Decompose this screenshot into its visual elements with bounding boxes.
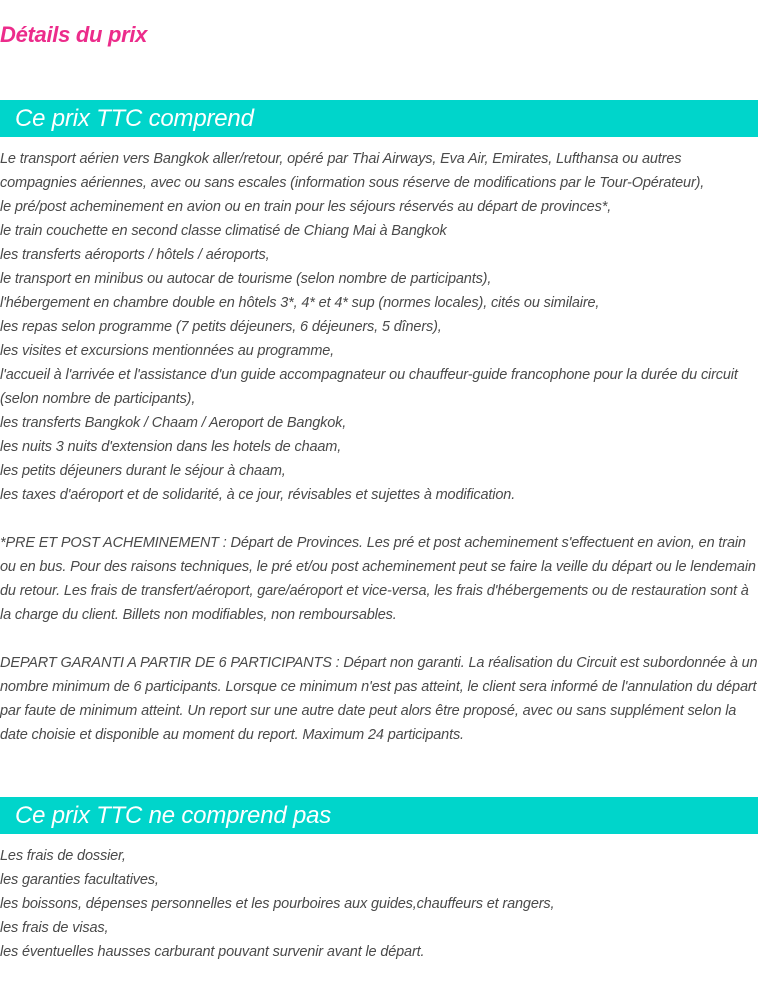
list-item: les nuits 3 nuits d'extension dans les hotels de chaam,: [0, 439, 342, 455]
list-item: les transferts aéroports / hôtels / aéroports,: [0, 247, 270, 263]
list-item: (selon nombre de participants),: [0, 391, 196, 407]
list-item: les repas selon programme (7 petits déjeuners, 6 déjeuners, 5 dîners),: [0, 319, 442, 335]
page-title: Détails du prix: [0, 22, 148, 47]
excluded-heading: Ce prix TTC ne comprend pas: [15, 802, 332, 829]
list-item: les taxes d'aéroport et de solidarité, à ce jour, révisables et sujettes à modification.: [0, 487, 516, 503]
acheminement-note-text: *PRE ET POST ACHEMINEMENT : Départ de Provinces. Les pré et post acheminement s'effectuent en avion, en train ou en bus. Pour des raisons techniques, le pré et/ou post acheminement peut se faire la veille du départ ou le lendemain du retour. Les frais de transfert/aéroport, gare/aéroport et vice-versa, les frais d'hébergements ou de restauration sont à la charge du client. Billets non modifiables, non remboursables.: [0, 535, 756, 623]
included-section-header: [0, 100, 758, 137]
list-item: le transport en minibus ou autocar de tourisme (selon nombre de participants),: [0, 271, 492, 287]
list-item: l'accueil à l'arrivée et l'assistance d'un guide accompagnateur ou chauffeur-guide francophone pour la durée du circuit: [0, 367, 738, 383]
list-item: les transferts Bangkok / Chaam / Aeroport de Bangkok,: [0, 415, 347, 431]
list-item: les boissons, dépenses personnelles et les pourboires aux guides,chauffeurs et rangers,: [0, 896, 555, 912]
list-item: les garanties facultatives,: [0, 872, 159, 888]
list-item: les éventuelles hausses carburant pouvant survenir avant le départ.: [0, 944, 425, 960]
acheminement-note: [0, 531, 758, 627]
included-heading: Ce prix TTC comprend: [15, 105, 254, 132]
list-item: Les frais de dossier,: [0, 848, 126, 864]
list-item: les petits déjeuners durant le séjour à chaam,: [0, 463, 286, 479]
included-list: [0, 147, 758, 507]
list-item: les visites et excursions mentionnées au programme,: [0, 343, 335, 359]
excluded-list: [0, 844, 758, 964]
depart-garanti-note-text: DEPART GARANTI A PARTIR DE 6 PARTICIPANTS : Départ non garanti. La réalisation du Circuit est subordonnée à un nombre minimum de 6 participants. Lorsque ce minimum n'est pas atteint, le client sera informé de l'annulation du départ par faute de minimum atteint. Un report sur une autre date peut alors être proposé, avec ou sans supplément selon la date choisie et disponible au moment du report. Maximum 24 participants.: [0, 655, 758, 743]
list-item: le pré/post acheminement en avion ou en train pour les séjours réservés au départ de provinces*,: [0, 199, 612, 215]
list-item: Le transport aérien vers Bangkok aller/retour, opéré par Thai Airways, Eva Air, Emirates, Lufthansa ou autres: [0, 151, 682, 167]
list-item: le train couchette en second classe climatisé de Chiang Mai à Bangkok: [0, 223, 447, 239]
list-item: l'hébergement en chambre double en hôtels 3*, 4* et 4* sup (normes locales), cités ou similaire,: [0, 295, 600, 311]
depart-garanti-note: [0, 651, 758, 747]
list-item: compagnies aériennes, avec ou sans escales (information sous réserve de modifications par le Tour-Opérateur),: [0, 175, 705, 191]
list-item: les frais de visas,: [0, 920, 109, 936]
excluded-section-header: [0, 797, 758, 834]
